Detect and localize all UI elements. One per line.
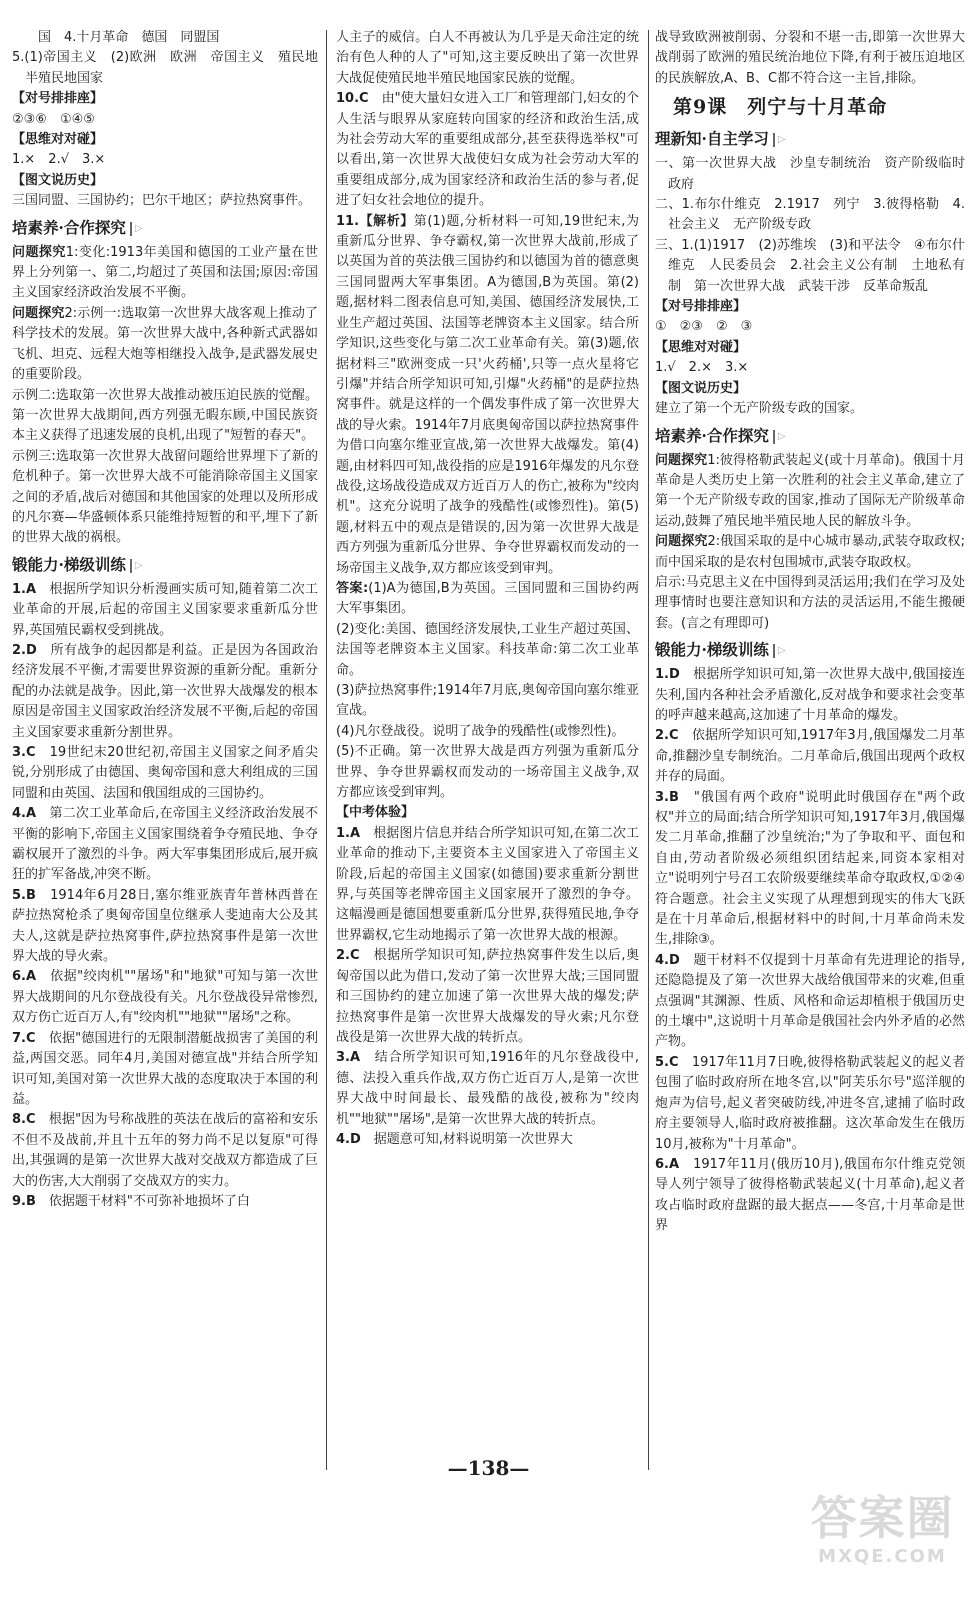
picture-answer: 三国同盟、三国协约；巴尔干地区；萨拉热窝事件。 [12, 193, 312, 209]
inquiry-2: 问题探究2:俄国采取的是中心城市暴动,武装夺取政权;而中国采取的是农村包围城市,武装夺取政权。 [655, 534, 965, 570]
continued-answer: 战导致欧洲被削弱、分裂和不堪一击,即第一次世界大战削弱了欧洲的殖民统治地位下降,有利于被压迫地区的民族解放,A、B、C都不符合这一主旨,排除。 [655, 30, 965, 86]
exercise-item: 3.A 结合所学知识可知,1916年的凡尔登战役中,德、法投入重兵作战,双方伤亡近百万人,是第一次世界大战中时间最长、最残酷的战役,被称为"绞肉机""地狱""屠场",是第一次世界大战的转折点。 [336, 1050, 639, 1127]
exercise-item: 1.A 根据图片信息并结合所学知识可知,在第二次工业革命的推动下,主要资本主义国家进入了帝国主义阶段,后起的帝国主义国家(如德国)要求重新分割世界,与英国等老牌帝国主义国家展开了激烈的争夺。这幅漫画是德国想要重新瓜分世界,获得殖民地,争夺世界霸权,它生动地揭示了第一次世界大战的根源。 [336, 825, 639, 943]
exercise-item: 4.A 第二次工业革命后,在帝国主义经济政治发展不平衡的影响下,帝国主义国家围绕着争夺殖民地、争夺霸权展开了激烈的斗争。两大军事集团形成后,展开疯狂的扩军备战,冲突不断。 [12, 806, 318, 883]
inquiry-1: 问题探究1:彼得格勒武装起义(或十月革命)。俄国十月革命是人类历史上第一次胜利的社会主义革命,建立了第一个无产阶级专政的国家,推动了国际无产阶级革命运动,鼓舞了殖民地半殖民地人民的解放斗争。 [655, 452, 965, 529]
exercise-item: 6.A 1917年11月(俄历10月),俄国布尔什维克党领导人列宁领导了彼得格勒武装起义(十月革命),起义者攻占临时政府盘踞的最大据点——冬宫,十月革命是世界 [655, 1156, 965, 1234]
exercise-list [655, 665, 965, 1236]
tag-thinking: 【思维对对碰】 [12, 132, 104, 148]
section-heading-lixin: 理新知·自主学习 ▷ [655, 129, 786, 149]
exercise-item: 4.D 题干材料不仅提到十月革命有先进理论的指导,还隐隐提及了第一次世界大战给俄国带来的灾难,但重点强调"其渊源、性质、风格和命运却植根于俄国历史的土壤中",这说明十月革命是俄国社会内外矛盾的必然产物。 [655, 952, 965, 1050]
exercise-item: 3.B "俄国有两个政府"说明此时俄国存在"两个政权"并立的局面;结合所学知识可知,1917年3月,俄国爆发二月革命,推翻了沙皇统治;"为了争取和平、面包和自由,劳动者阶级必须组织团结起来,同资本家相对立"说明列宁号召工农阶级要继续革命夺取政权,①②④符合题意。社会主义实现了从理想到现实的伟大飞跃是在十月革命后,根据材料中的时间,十月革命尚未发生,排除③。 [655, 789, 965, 948]
tag-pairing: 【对号排排座】 [655, 299, 747, 315]
section-heading-peisu: 培素养·合作探究 ▷ [655, 425, 786, 445]
knowledge-2: 二、1.布尔什维克 2.1917 列宁 3.彼得格勒 4.社会主义 无产阶级专政 [655, 197, 965, 233]
tag-zhongkao: 【中考体验】 [336, 805, 415, 821]
section-heading-duan: 锻能力·梯级训练 ▷ [655, 640, 786, 660]
pairing-answers: ① ②③ ② ③ [655, 319, 753, 335]
picture-answer: 建立了第一个无产阶级专政的国家。 [655, 401, 864, 417]
knowledge-3: 三、1.(1)1917 (2)苏维埃 (3)和平法令 ④布尔什维克 人民委员会 2.社会主义公有制 土地私有制 第一次世界大战 武装干涉 反革命叛乱 [655, 237, 965, 294]
exercise-item: 6.A 依据"绞肉机""屠场"和"地狱"可知与第一次世界大战期间的凡尔登战役有关。凡尔登战役异常惨烈,双方伤亡近百万人,有"绞肉机""地狱""屠场"之称。 [12, 969, 318, 1026]
exercise-item-11: 11.【解析】第(1)题,分析材料一可知,19世纪末,为重新瓜分世界、争夺霸权,第一次世界大战前,形成了以英国为首的英法俄三国协约和以德国为首的德意奥三国同盟两大军事集团。A为德国,B为英国。第(2)题,据材料二图表信息可知,美国、德国经济发展快,工业生产超过英国、法国等老牌资本主义国家。结合所学知识,这些变化与第二次工业革命有关。第(3)题,依据材料三"欧洲变成一只'火药桶',只等一点火星将它引爆"并结合所学知识可知,引爆"火药桶"的是萨拉热窝事件。就是这样的一个偶发事件成了第一次世界大战的导火索。1914年7月底奥匈帝国以萨拉热窝事件为借口向塞尔维亚宣战,第一次世界大战爆发。第(4)题,由材料四可知,战役指的应是1916年爆发的凡尔登战役,这场战役造成双方近百万人的伤亡,被称为"绞肉机"。这充分说明了战争的残酷性(或惨烈性)。第(5)题,材料五中的观点是错误的,因为第一次世界大战是西方列强为重新瓜分世界、争夺世界霸权而发动的一场帝国主义战争,双方都应该受到审判。 [336, 213, 639, 576]
exercise-item: 10.C 由"使大量妇女进入工厂和管理部门,妇女的个人生活与眼界从家庭转向国家的经济和政治生活,成为社会劳动大军的重要组成部分,甚至获得选举权"可以看出,第一次世界大战使妇女成为社会劳动大军的重要组成部分,成为国家经济和政治生活的参与者,促进了妇女社会地位的提升。 [336, 91, 639, 209]
thinking-answers: 1.× 2.√ 3.× [12, 152, 106, 168]
example-3: 示例三:选取第一次世界大战留问题给世界埋下了新的危机种子。第一次世界大战不可能消除帝国主义国家之间的矛盾,战后对德国和其他国家的处理以及所形成的凡尔赛—华盛顿体系只能维持短暂的和平,埋下了新的世界大战的祸根。 [12, 448, 318, 546]
exercise-item: 2.C 根据所学知识可知,萨拉热窝事件发生以后,奥匈帝国以此为借口,发动了第一次世界大战;三国同盟和三国协约的建立加速了第一次世界大战的爆发;萨拉热窝事件是第一次世界大战爆发的导火索;凡尔登战役是第一次世界大战的转折点。 [336, 948, 639, 1045]
tag-picture: 【图文说历史】 [655, 380, 747, 396]
watermark-logo: 答案圈 MXQE.COM [810, 1491, 955, 1567]
lesson-title: 第9课 列宁与十月革命 [673, 96, 888, 119]
inquiry-1: 问题探究1:变化:1913年美国和德国的工业产量在世界上分列第一、第二,均超过了英国和法国;原因:帝国主义国家经济政治发展不平衡。 [12, 244, 318, 301]
exercise-item: 5.C 1917年11月7日晚,彼得格勒武装起义的起义者包围了临时政府所在地冬宫,以"阿芙乐尔号"巡洋舰的炮声为信号,起义者突破防线,冲进冬宫,逮捕了临时政府主要领导人,临时政府被推翻。这次革命发生在俄历10月,被称为"十月革命"。 [655, 1054, 965, 1152]
answer-line: (3)萨拉热窝事件;1914年7月底,奥匈帝国向塞尔维亚宣战。 [336, 683, 639, 719]
exercise-item: 9.B 依据题干材料"不可弥补地损坏了白 [12, 1193, 250, 1209]
tag-picture: 【图文说历史】 [12, 172, 104, 188]
answer-line: (4)凡尔登战役。说明了战争的残酷性(或惨烈性)。 [336, 723, 625, 739]
column-left [12, 28, 322, 1473]
answer-line: (5)不正确。第一次世界大战是西方列强为重新瓜分世界、争夺世界霸权而发动的一场帝国主义战争,双方都应该受到审判。 [336, 744, 639, 801]
exercise-item: 5.B 1914年6月28日,塞尔维亚族青年普林西普在萨拉热窝枪杀了奥匈帝国皇位继承人斐迪南大公及其夫人,这就是萨拉热窝事件,萨拉热窝事件是第一次世界大战的导火索。 [12, 887, 318, 965]
section-heading-peisu: 培素养·合作探究 ▷ [12, 217, 143, 237]
column-divider-1 [326, 30, 327, 1470]
tag-thinking: 【思维对对碰】 [655, 339, 747, 355]
inquiry-2: 问题探究2:示例一:选取第一次世界大战客观上推动了科学技术的发展。第一次世界大战中,各种新式武器如飞机、坦克、远程大炮等相继投入战争,是武器发展史的重要阶段。 [12, 305, 318, 383]
exercise-item: 1.A 根据所学知识分析漫画实质可知,随着第二次工业革命的开展,后起的帝国主义国家要求重新瓜分世界,英国殖民霸权受到挑战。 [12, 581, 318, 638]
knowledge-1: 一、第一次世界大战 沙皇专制统治 资产阶级临时政府 [655, 156, 965, 192]
page-number: —138— [447, 1456, 530, 1480]
tag-pairing: 【对号排排座】 [12, 91, 104, 107]
column-divider-2 [648, 30, 649, 1470]
column-right [655, 28, 965, 1473]
inquiry-hint: 启示:马克思主义在中国得到灵活运用;我们在学习及处理事情时也要注意知识和方法的灵活运用,不能生搬硬套。(言之有理即可) [655, 574, 965, 631]
column-middle [336, 28, 643, 1473]
exercise-item: 7.C 依据"德国进行的无限制潜艇战损害了美国的利益,两国交恶。同年4月,美国对德宣战"并结合所学知识可知,美国对第一次世界大战的态度取决于本国的利益。 [12, 1030, 318, 1107]
answer-line: 国 4.十月革命 德国 同盟国 [38, 30, 220, 45]
exercise-item: 4.D 据题意可知,材料说明第一次世界大 [336, 1131, 573, 1147]
exercise-item: 8.C 根据"因为号称战胜的英法在战后的富裕和安乐不但不及战前,并且十五年的努力尚不足以复原"可得出,其强调的是第一次世界大战对交战双方都造成了巨大的伤害,大大削弱了交战双方的实力。 [12, 1112, 318, 1189]
exercise-item: 2.C 依据所学知识可知,1917年3月,俄国爆发二月革命,推翻沙皇专制统治。二月革命后,俄国出现两个政权并存的局面。 [655, 728, 965, 785]
exercise-list [12, 580, 318, 1213]
exercise-item: 1.D 根据所学知识可知,第一次世界大战中,俄国接连失利,国内各种社会矛盾激化,反对战争和要求社会变革的呼声越来越高,这加速了十月革命的爆发。 [655, 667, 965, 723]
section-heading-duan: 锻能力·梯级训练 ▷ [12, 554, 143, 574]
answer-line: (2)变化:美国、德国经济发展快,工业生产超过英国、法国等老牌资本主义国家。科技革命:第二次工业革命。 [336, 621, 639, 678]
exercise-item: 2.D 所有战争的起因都是利益。正是因为各国政治经济发展不平衡,才需要世界资源的重新分配。重新分配的办法就是战争。因此,第一次世界大战爆发的根本原因是帝国主义国家政治经济发展不平衡,后起的帝国主义国家要求重新分割世界。 [12, 642, 318, 740]
continued-answer: 人主子的威信。白人不再被认为几乎是天命注定的统治有色人种的人了"可知,这主要反映出了第一次世界大战促使殖民地半殖民地国家民族的觉醒。 [336, 30, 639, 86]
answer-block: 答案:(1)A为德国,B为英国。三国同盟和三国协约两大军事集团。 [336, 580, 640, 617]
example-2: 示例二:选取第一次世界大战推动被压迫民族的觉醒。第一次世界大战期间,西方列强无暇东顾,中国民族资本主义获得了迅速发展的良机,出现了"短暂的春天"。 [12, 387, 318, 444]
thinking-answers: 1.√ 2.× 3.× [655, 360, 749, 376]
pairing-answers: ②③⑥ ①④⑤ [12, 111, 95, 127]
answer-line: 5.(1)帝国主义 (2)欧洲 欧洲 帝国主义 殖民地半殖民地国家 [12, 50, 318, 86]
exam-list [336, 824, 639, 1151]
exercise-item: 3.C 19世纪末20世纪初,帝国主义国家之间矛盾尖锐,分别形成了由德国、奥匈帝国和意大利组成的三国同盟和由英国、法国和俄国组成的三国协约。 [12, 745, 318, 801]
